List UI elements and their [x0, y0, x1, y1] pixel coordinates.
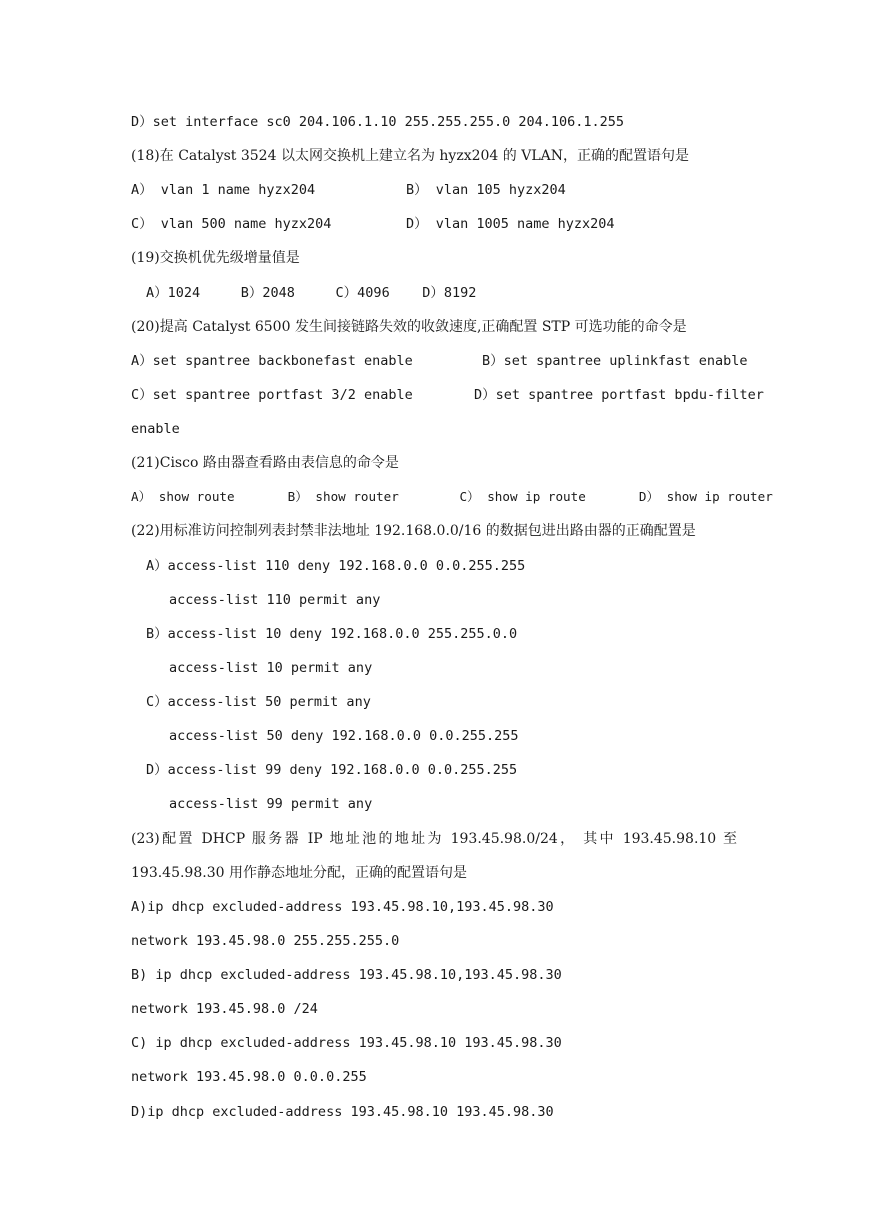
q18-option-c: C） vlan 500 name hyzx204	[131, 216, 332, 232]
q23-option-a-line1: A)ip dhcp excluded-address 193.45.98.10,193.45.98.30	[131, 899, 554, 915]
q21-options: A） show route B） show router C） show ip route D） show ip router	[131, 489, 773, 504]
q20-option-d: D）set spantree portfast bpdu-filter	[474, 387, 764, 403]
q21-question: (21)Cisco 路由器查看路由表信息的命令是	[131, 455, 399, 471]
q23-option-b-line1: B) ip dhcp excluded-address 193.45.98.10,193.45.98.30	[131, 967, 562, 983]
q20-option-c: C）set spantree portfast 3/2 enable	[131, 387, 413, 403]
q22-option-d-line1: D）access-list 99 deny 192.168.0.0 0.0.255.255	[146, 762, 518, 778]
q17-option-d: D）set interface sc0 204.106.1.10 255.255.255.0 204.106.1.255	[131, 114, 625, 130]
q18-option-d: D） vlan 1005 name hyzx204	[406, 216, 615, 232]
q20-option-b: B）set spantree uplinkfast enable	[482, 353, 748, 369]
q23-option-c-line2: network 193.45.98.0 0.0.0.255	[131, 1069, 367, 1085]
q22-option-a-line1: A）access-list 110 deny 192.168.0.0 0.0.255.255	[146, 558, 526, 574]
q19-options: A）1024 B）2048 C）4096 D）8192	[146, 285, 477, 301]
q23-option-b-line2: network 193.45.98.0 /24	[131, 1001, 318, 1017]
q20-option-a: A）set spantree backbonefast enable	[131, 353, 413, 369]
q23-question-line1: (23)配置 DHCP 服务器 IP 地址池的地址为 193.45.98.0/24， 其中 193.45.98.10 至	[131, 831, 737, 847]
q23-option-c-line1: C) ip dhcp excluded-address 193.45.98.10 193.45.98.30	[131, 1035, 562, 1051]
q20-option-d-cont: enable	[131, 421, 180, 437]
q22-option-c-line2: access-list 50 deny 192.168.0.0 0.0.255.255	[169, 728, 519, 744]
q22-option-d-line2: access-list 99 permit any	[169, 796, 373, 812]
q22-question: (22)用标准访问控制列表封禁非法地址 192.168.0.0/16 的数据包进出路由器的正确配置是	[131, 523, 696, 539]
q22-option-a-line2: access-list 110 permit any	[169, 592, 381, 608]
q20-question: (20)提高 Catalyst 6500 发生间接链路失效的收敛速度,正确配置 STP 可选功能的命令是	[131, 319, 687, 335]
q23-question-line2: 193.45.98.30 用作静态地址分配，正确的配置语句是	[131, 865, 467, 881]
q22-option-c-line1: C）access-list 50 permit any	[146, 694, 371, 710]
q23-option-a-line2: network 193.45.98.0 255.255.255.0	[131, 933, 400, 949]
q18-option-b: B） vlan 105 hyzx204	[406, 182, 566, 198]
q19-question: (19)交换机优先级增量值是	[131, 250, 300, 266]
q22-option-b-line1: B）access-list 10 deny 192.168.0.0 255.255.0.0	[146, 626, 518, 642]
q18-option-a: A） vlan 1 name hyzx204	[131, 182, 316, 198]
q22-option-b-line2: access-list 10 permit any	[169, 660, 373, 676]
q23-option-d-line1: D)ip dhcp excluded-address 193.45.98.10 193.45.98.30	[131, 1104, 554, 1120]
q18-question: (18)在 Catalyst 3524 以太网交换机上建立名为 hyzx204 的 VLAN，正确的配置语句是	[131, 148, 689, 164]
